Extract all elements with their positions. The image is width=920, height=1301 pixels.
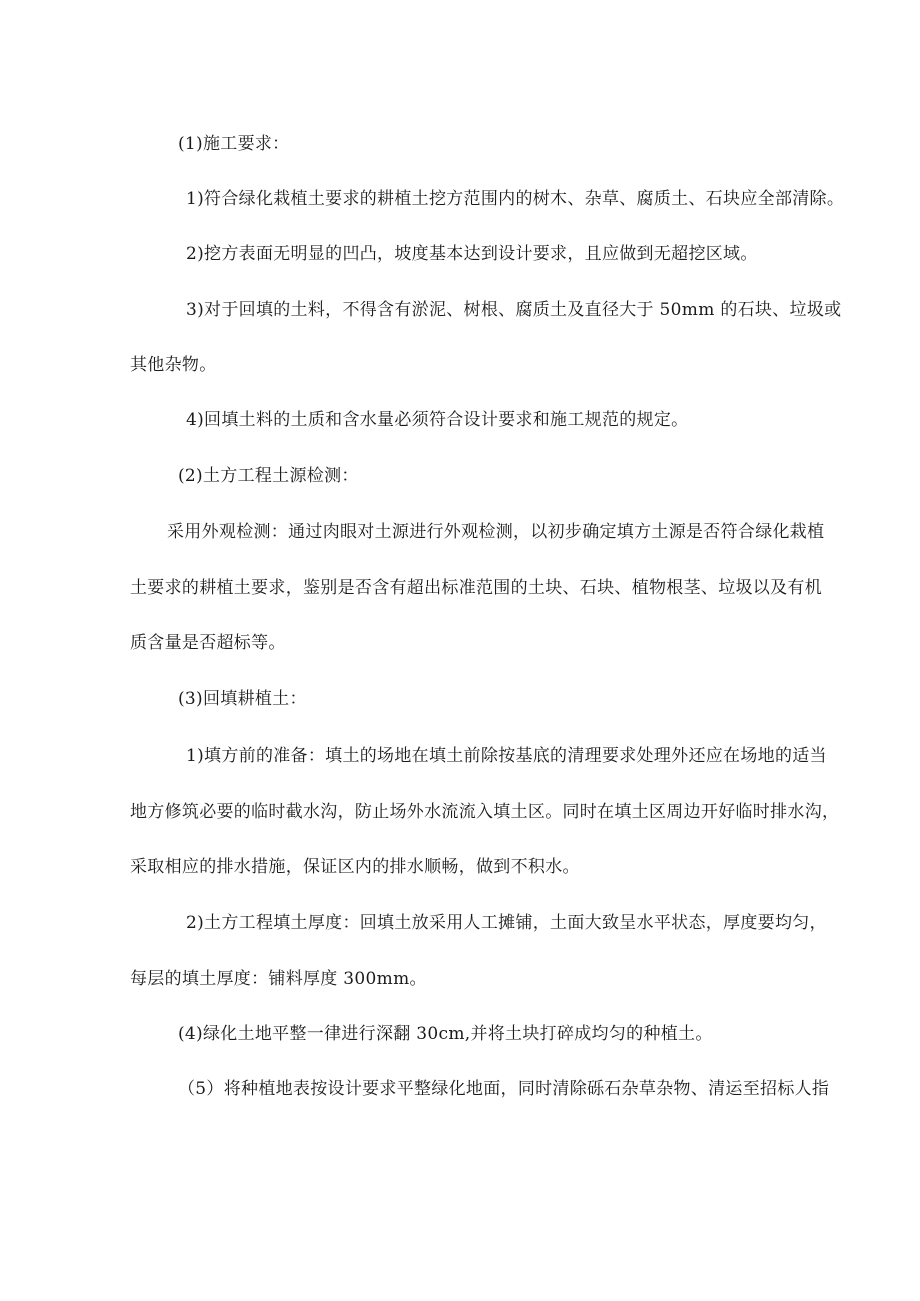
paragraph-line: 1)符合绿化栽植土要求的耕植土挖方范围内的树木、杂草、腐质土、石块应全部清除。 — [186, 189, 845, 209]
heading-construction-requirements: (1)施工要求： — [178, 134, 290, 154]
paragraph-line: 采取相应的排水措施，保证区内的排水顺畅，做到不积水。 — [130, 857, 580, 877]
paragraph-line: 采用外观检测：通过肉眼对土源进行外观检测，以初步确定填方土源是否符合绿化栽植 — [167, 522, 825, 542]
paragraph-line: 地方修筑必要的临时截水沟，防止场外水流流入填土区。同时在填土区周边开好临时排水沟， — [130, 802, 840, 822]
paragraph-line: 每层的填土厚度：铺料厚度 300mm。 — [130, 969, 427, 989]
paragraph-line: （5）将种植地表按设计要求平整绿化地面，同时清除砾石杂草杂物、清运至招标人指 — [178, 1079, 830, 1099]
paragraph-line: 4)回填土料的土质和含水量必须符合设计要求和施工规范的规定。 — [186, 410, 689, 430]
paragraph-line: (4)绿化土地平整一律进行深翻 30cm,并将土块打碎成均匀的种植土。 — [178, 1024, 713, 1044]
paragraph-line: 2)挖方表面无明显的凹凸，坡度基本达到设计要求，且应做到无超挖区域。 — [186, 244, 758, 264]
paragraph-line: 3)对于回填的土料，不得含有淤泥、树根、腐质土及直径大于 50mm 的石块、垃圾或 — [186, 300, 842, 320]
heading-soil-source-inspection: (2)土方工程土源检测： — [178, 466, 359, 486]
paragraph-line: 其他杂物。 — [130, 355, 217, 375]
paragraph-line: 土要求的耕植土要求，鉴别是否含有超出标准范围的土块、石块、植物根茎、垃圾以及有机 — [130, 578, 822, 598]
paragraph-line: 质含量是否超标等。 — [130, 633, 286, 653]
heading-backfill-soil: (3)回填耕植土： — [178, 689, 307, 709]
paragraph-line: 1)填方前的准备：填土的场地在填土前除按基底的清理要求处理外还应在场地的适当 — [186, 746, 827, 766]
paragraph-line: 2)土方工程填土厚度：回填土放采用人工摊铺，土面大致呈水平状态，厚度要均匀， — [186, 913, 827, 933]
